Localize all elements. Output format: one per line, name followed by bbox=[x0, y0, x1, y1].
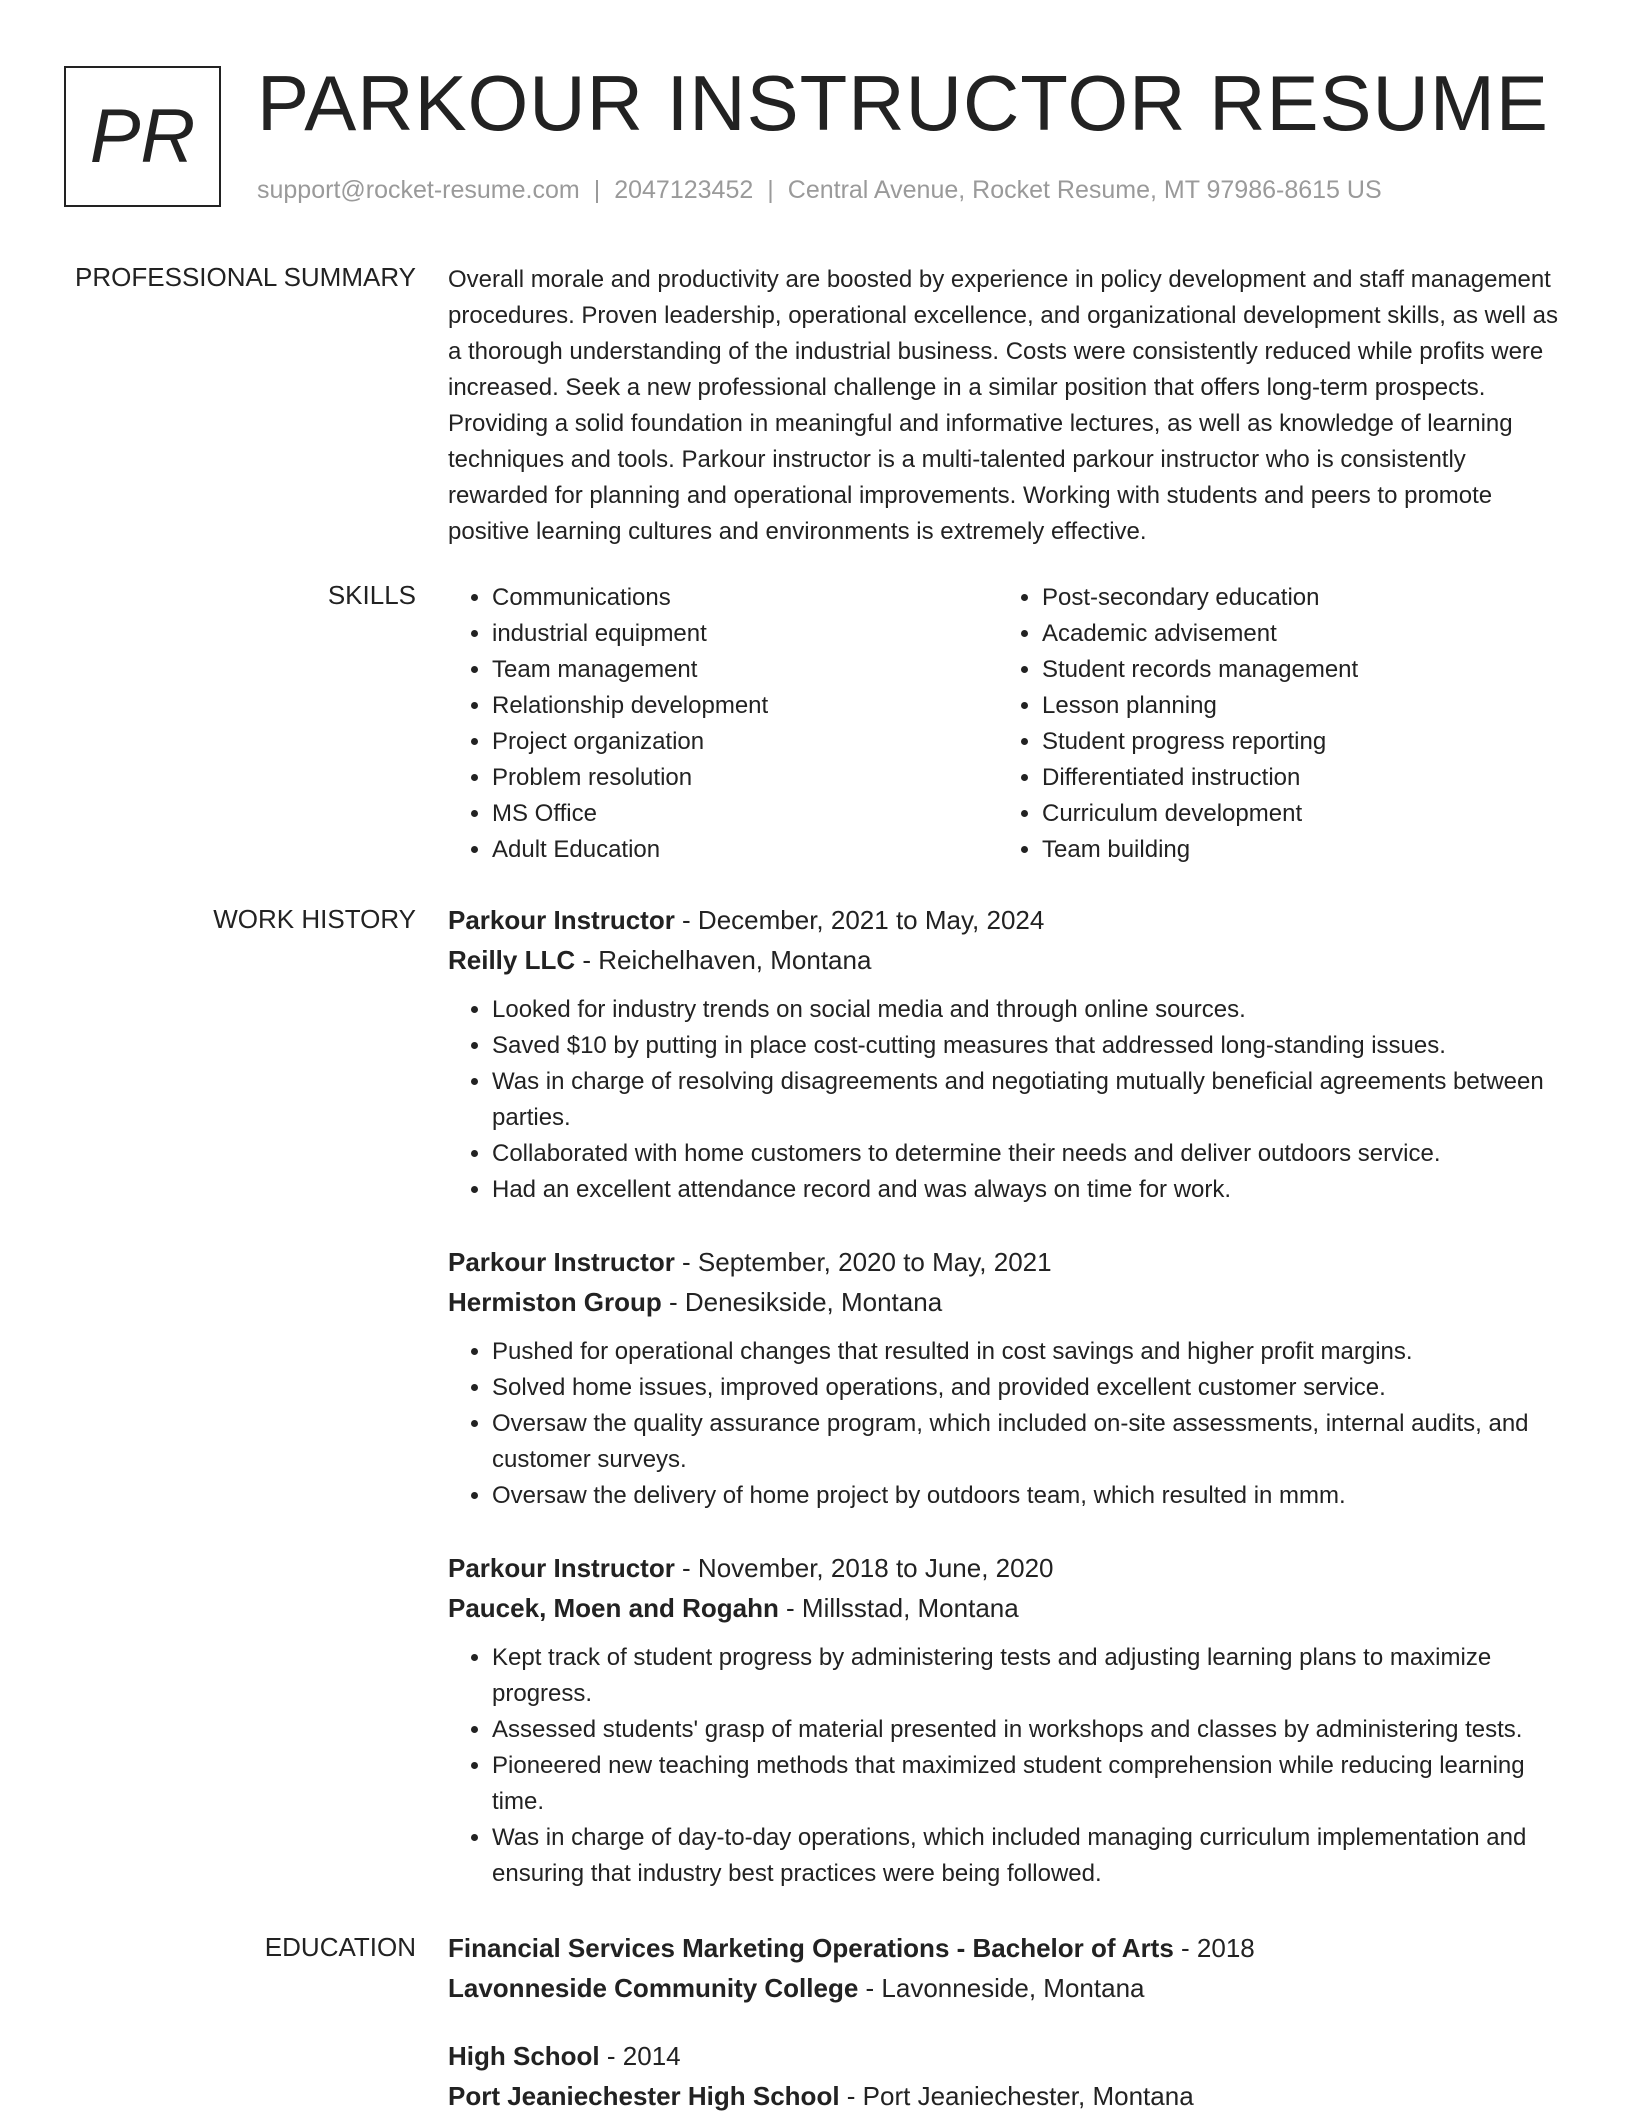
job-bullet: • Kept track of student progress by administering tests and adjusting learning plans to maximize progress. bbox=[492, 1640, 1568, 1712]
job-company: Reilly LLC bbox=[448, 945, 576, 975]
education-entry bbox=[448, 1928, 1568, 2008]
skill-item: • Post-secondary education bbox=[1042, 580, 1548, 616]
job-dates: - September, 2020 to May, 2021 bbox=[674, 1247, 1052, 1277]
job-bullet: • Looked for industry trends on social media and through online sources. bbox=[492, 992, 1568, 1028]
contact-separator: | bbox=[593, 176, 601, 204]
job-title-line bbox=[448, 1242, 1568, 1282]
monogram-logo: PR bbox=[64, 66, 221, 207]
skill-item: • Differentiated instruction bbox=[1042, 760, 1548, 796]
job-dates: - December, 2021 to May, 2024 bbox=[674, 905, 1045, 935]
skill-item: • Student progress reporting bbox=[1042, 724, 1548, 760]
job-title: Parkour Instructor bbox=[448, 1247, 675, 1277]
job-bullet: • Saved $10 by putting in place cost-cutting measures that addressed long-standing issues. bbox=[492, 1028, 1568, 1064]
skills-list-right bbox=[998, 580, 1548, 868]
skill-item: • Student records management bbox=[1042, 652, 1548, 688]
education-location: - Port Jeaniechester, Montana bbox=[839, 2081, 1194, 2111]
skill-item: • industrial equipment bbox=[492, 616, 998, 652]
education-school-line bbox=[448, 1968, 1568, 2008]
job-bullet: • Oversaw the quality assurance program, which included on-site assessments, internal audits, and customer surveys. bbox=[492, 1406, 1568, 1478]
job-title: Parkour Instructor bbox=[448, 905, 675, 935]
education-location: - Lavonneside, Montana bbox=[858, 1973, 1145, 2003]
job-bullet: • Was in charge of resolving disagreements and negotiating mutually beneficial agreements between parties. bbox=[492, 1064, 1568, 1136]
skill-item: • Lesson planning bbox=[1042, 688, 1548, 724]
section-heading-education: EDUCATION bbox=[264, 1932, 416, 1962]
skill-item: • Academic advisement bbox=[1042, 616, 1548, 652]
section-heading-work-history: WORK HISTORY bbox=[213, 904, 416, 934]
job-title-line bbox=[448, 1548, 1568, 1588]
skill-item: • Project organization bbox=[492, 724, 998, 760]
education-degree: Financial Services Marketing Operations - Bachelor of Arts bbox=[448, 1933, 1174, 1963]
job-location: - Denesikside, Montana bbox=[661, 1287, 943, 1317]
summary-text: Overall morale and productivity are boosted by experience in policy development and staff management procedures. Proven leadership, operational excellence, and organizational development skills, as well as a thorough understanding of the industrial business. Costs were consistently reduced while profits were increased. Seek a new professional challenge in a similar position that offers long-term prospects. Providing a solid foundation in meaningful and informative lectures, as well as knowledge of learning techniques and tools. Parkour instructor is a multi-talented parkour instructor who is consistently rewarded for planning and operational improvements. Working with students and peers to promote positive learning cultures and environments is extremely effective. bbox=[448, 266, 1558, 545]
job-entry bbox=[448, 1548, 1568, 1892]
skill-item: • Curriculum development bbox=[1042, 796, 1548, 832]
job-company-line bbox=[448, 940, 1568, 980]
skill-item: • Adult Education bbox=[492, 832, 998, 868]
contact-email[interactable]: support@rocket-resume.com bbox=[257, 176, 580, 204]
contact-separator: | bbox=[767, 176, 774, 204]
job-bullet: • Had an excellent attendance record and was always on time for work. bbox=[492, 1172, 1568, 1208]
skill-item: • Team building bbox=[1042, 832, 1548, 868]
job-title-line bbox=[448, 900, 1568, 940]
skill-item: • Communications bbox=[492, 580, 998, 616]
job-dates: - November, 2018 to June, 2020 bbox=[674, 1553, 1054, 1583]
job-title: Parkour Instructor bbox=[448, 1553, 675, 1583]
job-bullets bbox=[448, 1640, 1568, 1892]
education-entry bbox=[448, 2036, 1568, 2116]
job-company: Paucek, Moen and Rogahn bbox=[448, 1593, 779, 1623]
job-company-line bbox=[448, 1282, 1568, 1322]
job-bullet: • Oversaw the delivery of home project by outdoors team, which resulted in mmm. bbox=[492, 1478, 1568, 1514]
education-year: - 2014 bbox=[599, 2041, 681, 2071]
contact-line bbox=[257, 176, 1382, 205]
education-school-line bbox=[448, 2076, 1568, 2116]
section-heading-skills: SKILLS bbox=[327, 580, 416, 610]
education-school: Port Jeaniechester High School bbox=[448, 2081, 840, 2111]
job-location: - Reichelhaven, Montana bbox=[575, 945, 872, 975]
education-degree-line bbox=[448, 1928, 1568, 1968]
job-bullets bbox=[448, 1334, 1568, 1514]
job-entry bbox=[448, 900, 1568, 1208]
job-bullet: • Pioneered new teaching methods that maximized student comprehension while reducing learning time. bbox=[492, 1748, 1568, 1820]
job-bullet: • Pushed for operational changes that resulted in cost savings and higher profit margins. bbox=[492, 1334, 1568, 1370]
skills-list-left bbox=[448, 580, 998, 868]
job-bullets bbox=[448, 992, 1568, 1208]
education-year: - 2018 bbox=[1173, 1933, 1255, 1963]
skill-item: • Relationship development bbox=[492, 688, 998, 724]
education-degree: High School bbox=[448, 2041, 600, 2071]
job-company: Hermiston Group bbox=[448, 1287, 662, 1317]
job-bullet: • Was in charge of day-to-day operations, which included managing curriculum implementation and ensuring that industry best practices were being followed. bbox=[492, 1820, 1568, 1892]
skill-item: • Problem resolution bbox=[492, 760, 998, 796]
contact-phone: 2047123452 bbox=[614, 176, 754, 204]
job-entry bbox=[448, 1242, 1568, 1514]
section-heading-summary: PROFESSIONAL SUMMARY bbox=[75, 262, 416, 292]
job-bullet: • Assessed students' grasp of material presented in workshops and classes by administering tests. bbox=[492, 1712, 1568, 1748]
skill-item: • MS Office bbox=[492, 796, 998, 832]
education-school: Lavonneside Community College bbox=[448, 1973, 859, 2003]
skill-item: • Team management bbox=[492, 652, 998, 688]
job-bullet: • Collaborated with home customers to determine their needs and deliver outdoors service. bbox=[492, 1136, 1568, 1172]
job-company-line bbox=[448, 1588, 1568, 1628]
education-degree-line bbox=[448, 2036, 1568, 2076]
resume-title: PARKOUR INSTRUCTOR RESUME bbox=[257, 59, 1549, 147]
contact-address: Central Avenue, Rocket Resume, MT 97986-8615 US bbox=[787, 176, 1382, 204]
job-location: - Millsstad, Montana bbox=[778, 1593, 1019, 1623]
job-bullet: • Solved home issues, improved operations, and provided excellent customer service. bbox=[492, 1370, 1568, 1406]
